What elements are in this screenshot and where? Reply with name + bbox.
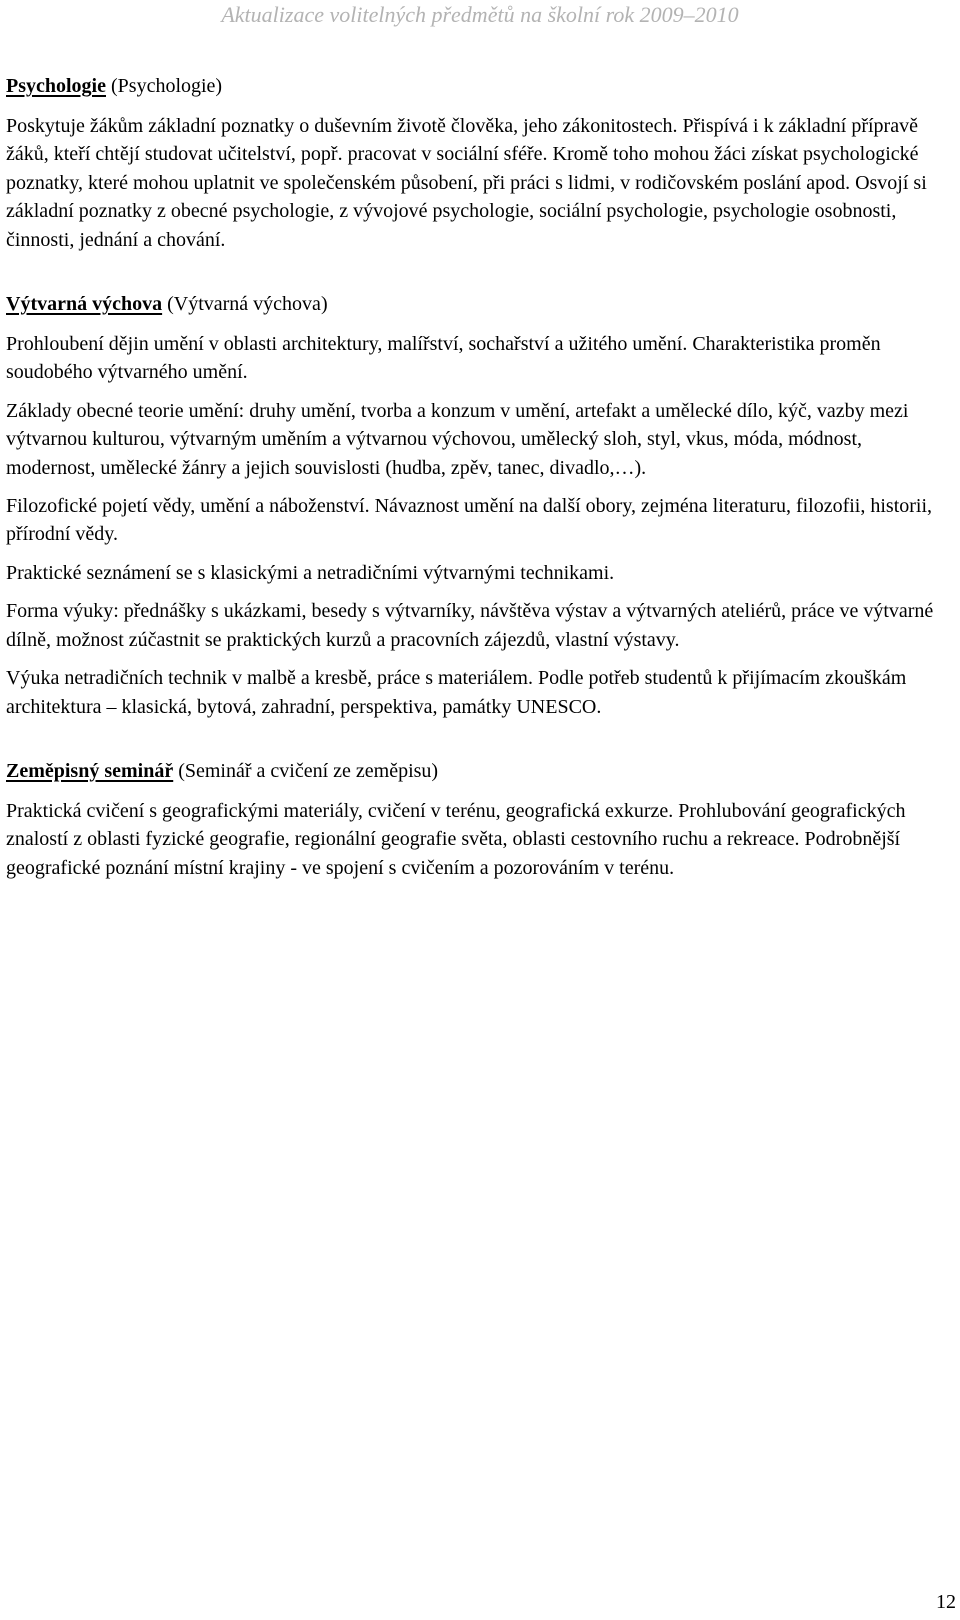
section-zemepisny-seminar [6, 757, 941, 882]
section-title: Psychologie [6, 75, 106, 97]
section-heading [6, 290, 941, 318]
page-number: 12 [936, 1591, 956, 1613]
paragraph: Praktická cvičení s geografickými materiály, cvičení v terénu, geografická exkurze. Prohlubování geografických znalostí z oblasti fyzické geografie, regionální geografie světa, oblasti cestovního ruchu a rekreace. Podrobnější geografické poznání místní krajiny - ve spojení s cvičením a pozorováním v terénu. [6, 799, 906, 879]
paragraph: Základy obecné teorie umění: druhy umění, tvorba a konzum v umění, artefakt a umělecké dílo, kýč, vazby mezi výtvarnou kulturou, výtvarným uměním a výtvarnou výchovou, umělecký sloh, styl, vkus, móda, módnost, modernost, umělecké žánry a jejich souvislosti (hudba, zpěv, tanec, divadlo,…). [6, 399, 909, 479]
section-vytvarna-vychova [6, 290, 941, 721]
paragraph: Praktické seznámení se s klasickými a netradičními výtvarnými technikami. [6, 561, 615, 584]
section-heading [6, 72, 941, 100]
running-header: Aktualizace volitelných předmětů na školní rok 2009–2010 [221, 2, 739, 27]
paragraph: Forma výuky: přednášky s ukázkami, besedy s výtvarníky, návštěva výstav a výtvarných ateliérů, práce ve výtvarné dílně, možnost zúčastnit se praktických kurzů a pracovních zájezdů, vlastní výstavy. [6, 600, 934, 651]
section-subtitle: (Výtvarná výchova) [167, 293, 328, 316]
section-title: Zeměpisný seminář [6, 759, 174, 782]
document-body [6, 72, 941, 892]
paragraph: Poskytuje žákům základní poznatky o duševním životě člověka, jeho zákonitostech. Přispívá i k základní přípravě žáků, kteří chtějí studovat učitelství, popř. pracovat v sociální sféře. Kromě toho mohou žáci získat psychologické poznatky, které mohou uplatnit ve společenském působení, při práci s lidmi, v rodičovském poslání apod. Osvojí si základní poznatky z obecné psychologie, z vývojové psychologie, sociální psychologie, psychologie osobnosti, činnosti, jednání a chování. [6, 115, 927, 251]
section-subtitle: (Seminář a cvičení ze zeměpisu) [178, 759, 439, 782]
paragraph: Filozofické pojetí vědy, umění a náboženství. Návaznost umění na další obory, zejména literaturu, filozofii, historii, přírodní vědy. [6, 495, 933, 546]
section-subtitle: (Psychologie) [111, 75, 223, 97]
section-heading [6, 757, 941, 785]
section-title: Výtvarná výchova [6, 293, 163, 316]
section-psychologie [6, 72, 941, 254]
paragraph: Prohloubení dějin umění v oblasti architektury, malířství, sochařství a užitého umění. Charakteristika proměn soudobého výtvarného umění. [6, 333, 881, 384]
paragraph: Výuka netradičních technik v malbě a kresbě, práce s materiálem. Podle potřeb studentů k přijímacím zkouškám architektura – klasická, bytová, zahradní, perspektiva, památky UNESCO. [6, 667, 907, 718]
